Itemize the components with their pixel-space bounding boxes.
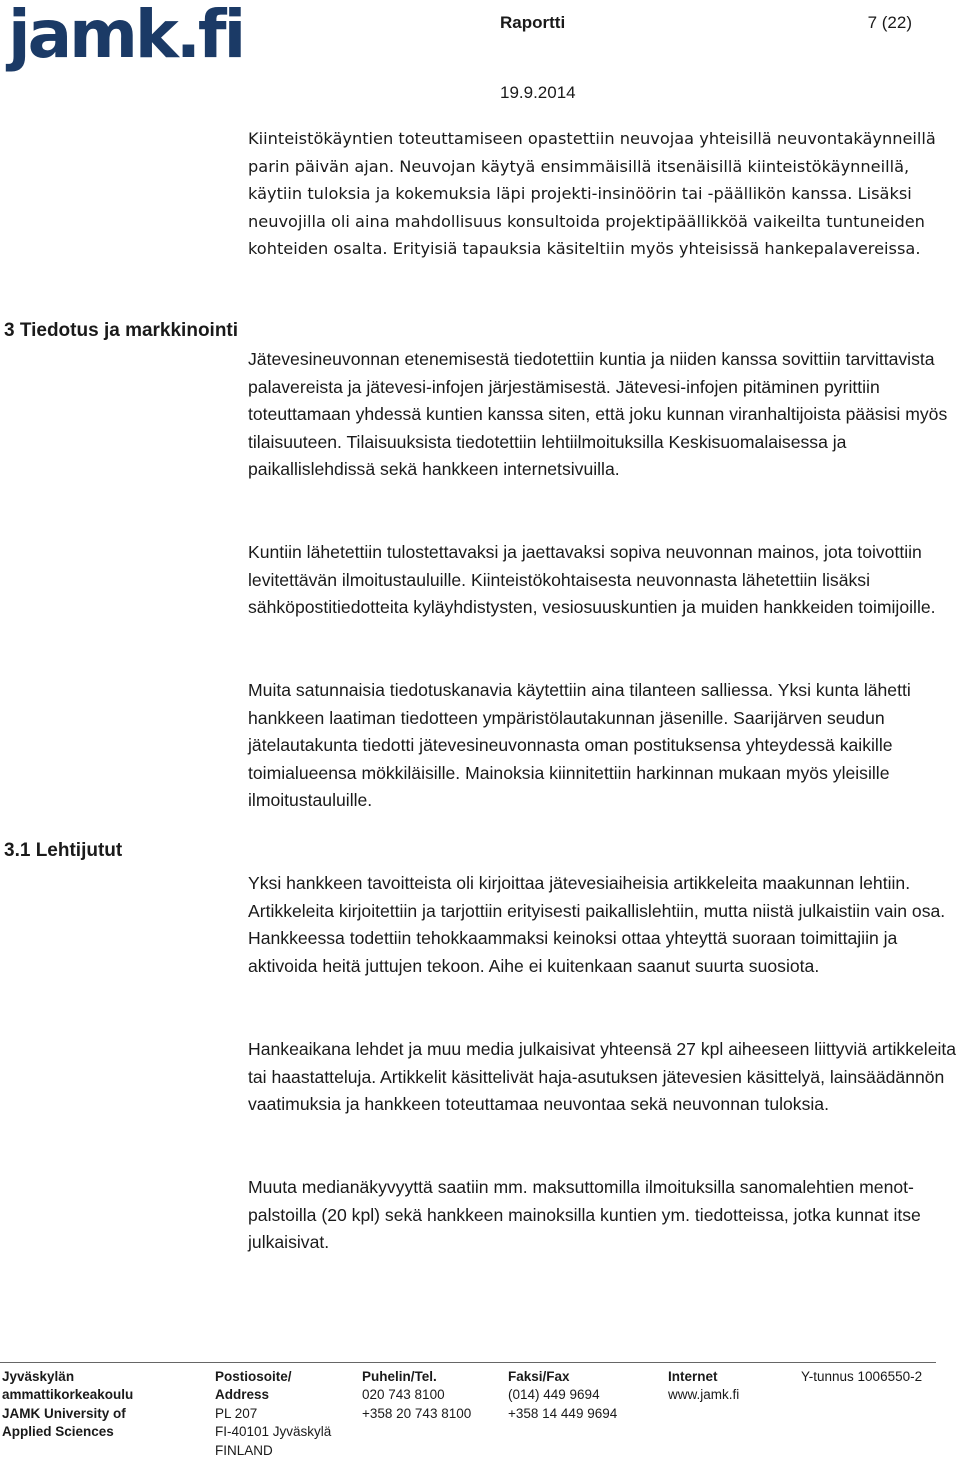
section-3-body-2 (248, 539, 958, 622)
section-3-paragraph: Jätevesineuvonnan etenemisestä tiedotettiin kuntia ja niiden kanssa sovittiin tarvittavista palavereista ja jätevesi-infojen järjestämisestä. Jätevesi-infojen pitäminen pyrittiin toteuttamaan yhdessä kuntien kanssa siten, että joku kunnan viranhaltijoista pääsisi myös tilaisuuteen. Tilaisuuksista tiedotettiin lehtiilmoituksilla Keskisuomalaisessa ja paikallislehdissä sekä hankkeen internetsivuilla. (248, 349, 948, 479)
jamk-logo: jamk.fi (8, 0, 244, 73)
section-3-1-paragraph: Yksi hankkeen tavoitteista oli kirjoittaa jätevesiaiheisia artikkeleita maakunnan lehtiin. Artikkeleita kirjoitettiin ja tarjottiin erityisesti paikallislehtiin, mutta niistä julkaistiin vain osa. Hankkeessa todettiin tehokkaammaksi keinoksi ottaa yhteyttä suoraan toimittajiin ja aktivoida heitä juttujen tekoon. Aihe ei kuitenkaan saanut suurta suosiota. (248, 873, 946, 976)
footer-divider (0, 1362, 936, 1363)
footer-address-label: Address (215, 1387, 270, 1403)
document-type: Raportti (500, 13, 566, 32)
footer-phone-label: Puhelin/Tel. (362, 1369, 437, 1384)
footer-internet (668, 1368, 739, 1405)
section-3-1-paragraph: Muuta medianäkyvyyttä saatiin mm. maksuttomilla ilmoituksilla sanomalehtien menot-palstoilla (20 kpl) sekä hankkeen mainoksilla kuntien ym. tiedotteissa, jotka kunnat itse julkaisivat. (248, 1177, 921, 1252)
footer-institution (2, 1368, 133, 1442)
footer-phone-line: 020 743 8100 (362, 1387, 445, 1403)
section-3-body-3 (248, 677, 958, 815)
section-3-1-body-2 (248, 1036, 958, 1119)
section-3-heading: 3 Tiedotus ja markkinointi (4, 320, 239, 341)
section-3-1-body (248, 870, 958, 980)
footer-business-id (801, 1368, 922, 1386)
footer-address-line: FI-40101 Jyväskylä (215, 1424, 332, 1440)
intro-paragraph: Kiinteistökäyntien toteuttamiseen opastettiin neuvojaa yhteisillä neuvontakäynneillä parin päivän ajan. Neuvojan käytyä ensimmäisillä itsenäisillä kiinteistökäynneillä, käytiin tuloksia ja kokemuksia läpi projekti-insinöörin tai -päällikön kanssa. Lisäksi neuvojilla oli aina mahdollisuus konsultoida projektipäällikköä vaikeilta tuntuneiden kohteiden osalta. Erityisiä tapauksia käsiteltiin myös yhteisissä hankepalavereissa. (248, 129, 936, 258)
document-date: 19.9.2014 (500, 83, 576, 102)
page-number: 7 (22) (867, 13, 912, 32)
footer-fax-line: +358 14 449 9694 (508, 1405, 618, 1421)
section-3-paragraph: Kuntiin lähetettiin tulostettavaksi ja jaettavaksi sopiva neuvonnan mainos, jota toivottiin levitettävän ilmoitustauluille. Kiinteistökohtaisesta neuvonnasta lähetettiin lisäksi sähköpostitiedotteita kyläyhdistysten, vesiosuuskuntien ja muiden hankkeiden toimijoille. (248, 542, 936, 617)
footer-business-id-line: Y-tunnus 1006550-2 (801, 1369, 923, 1384)
footer-address-line: FINLAND (215, 1442, 273, 1458)
footer-fax (508, 1368, 617, 1423)
section-3-1-body-3 (248, 1174, 958, 1257)
section-3-1-heading: 3.1 Lehtijutut (4, 840, 123, 861)
footer-institution-line: Applied Sciences (2, 1424, 114, 1440)
footer-institution-line: JAMK University of (2, 1405, 126, 1421)
section-3-paragraph: Muita satunnaisia tiedotuskanavia käytettiin aina tilanteen salliessa. Yksi kunta lähetti hankkeen laatiman tiedotteen ympäristölautakunnan jäsenille. Saarijärven seudun jätelautakunta tiedotti jätevesineuvonnasta oman postituksensa yhteydessä kaikille toimialueensa mökkiläisille. Mainoksia kiinnitettiin harkinnan mukaan myös yleisille ilmoitustauluille. (248, 680, 911, 810)
intro-block (248, 125, 958, 263)
footer-institution-line: Jyväskylän (2, 1369, 75, 1384)
footer-phone-line: +358 20 743 8100 (362, 1405, 472, 1421)
footer-address-label: Postiosoite/ (215, 1369, 292, 1384)
footer-address (215, 1368, 331, 1460)
footer-fax-label: Faksi/Fax (508, 1369, 570, 1384)
footer-website-link[interactable]: www.jamk.fi (668, 1387, 740, 1403)
footer-internet-label: Internet (668, 1369, 718, 1384)
footer-fax-line: (014) 449 9694 (508, 1387, 600, 1403)
footer-phone (362, 1368, 471, 1423)
footer-institution-line: ammattikorkeakoulu (2, 1387, 134, 1403)
section-3-1-paragraph: Hankeaikana lehdet ja muu media julkaisivat yhteensä 27 kpl aiheeseen liittyviä artikkeleita tai haastatteluja. Artikkelit käsittelivät haja-asutuksen jätevesien käsittelyä, lainsäädännön vaatimuksia ja hankkeen toteuttamaa neuvontaa sekä neuvonnan tuloksia. (248, 1039, 957, 1114)
footer-address-line: PL 207 (215, 1405, 258, 1421)
section-3-body (248, 346, 958, 484)
